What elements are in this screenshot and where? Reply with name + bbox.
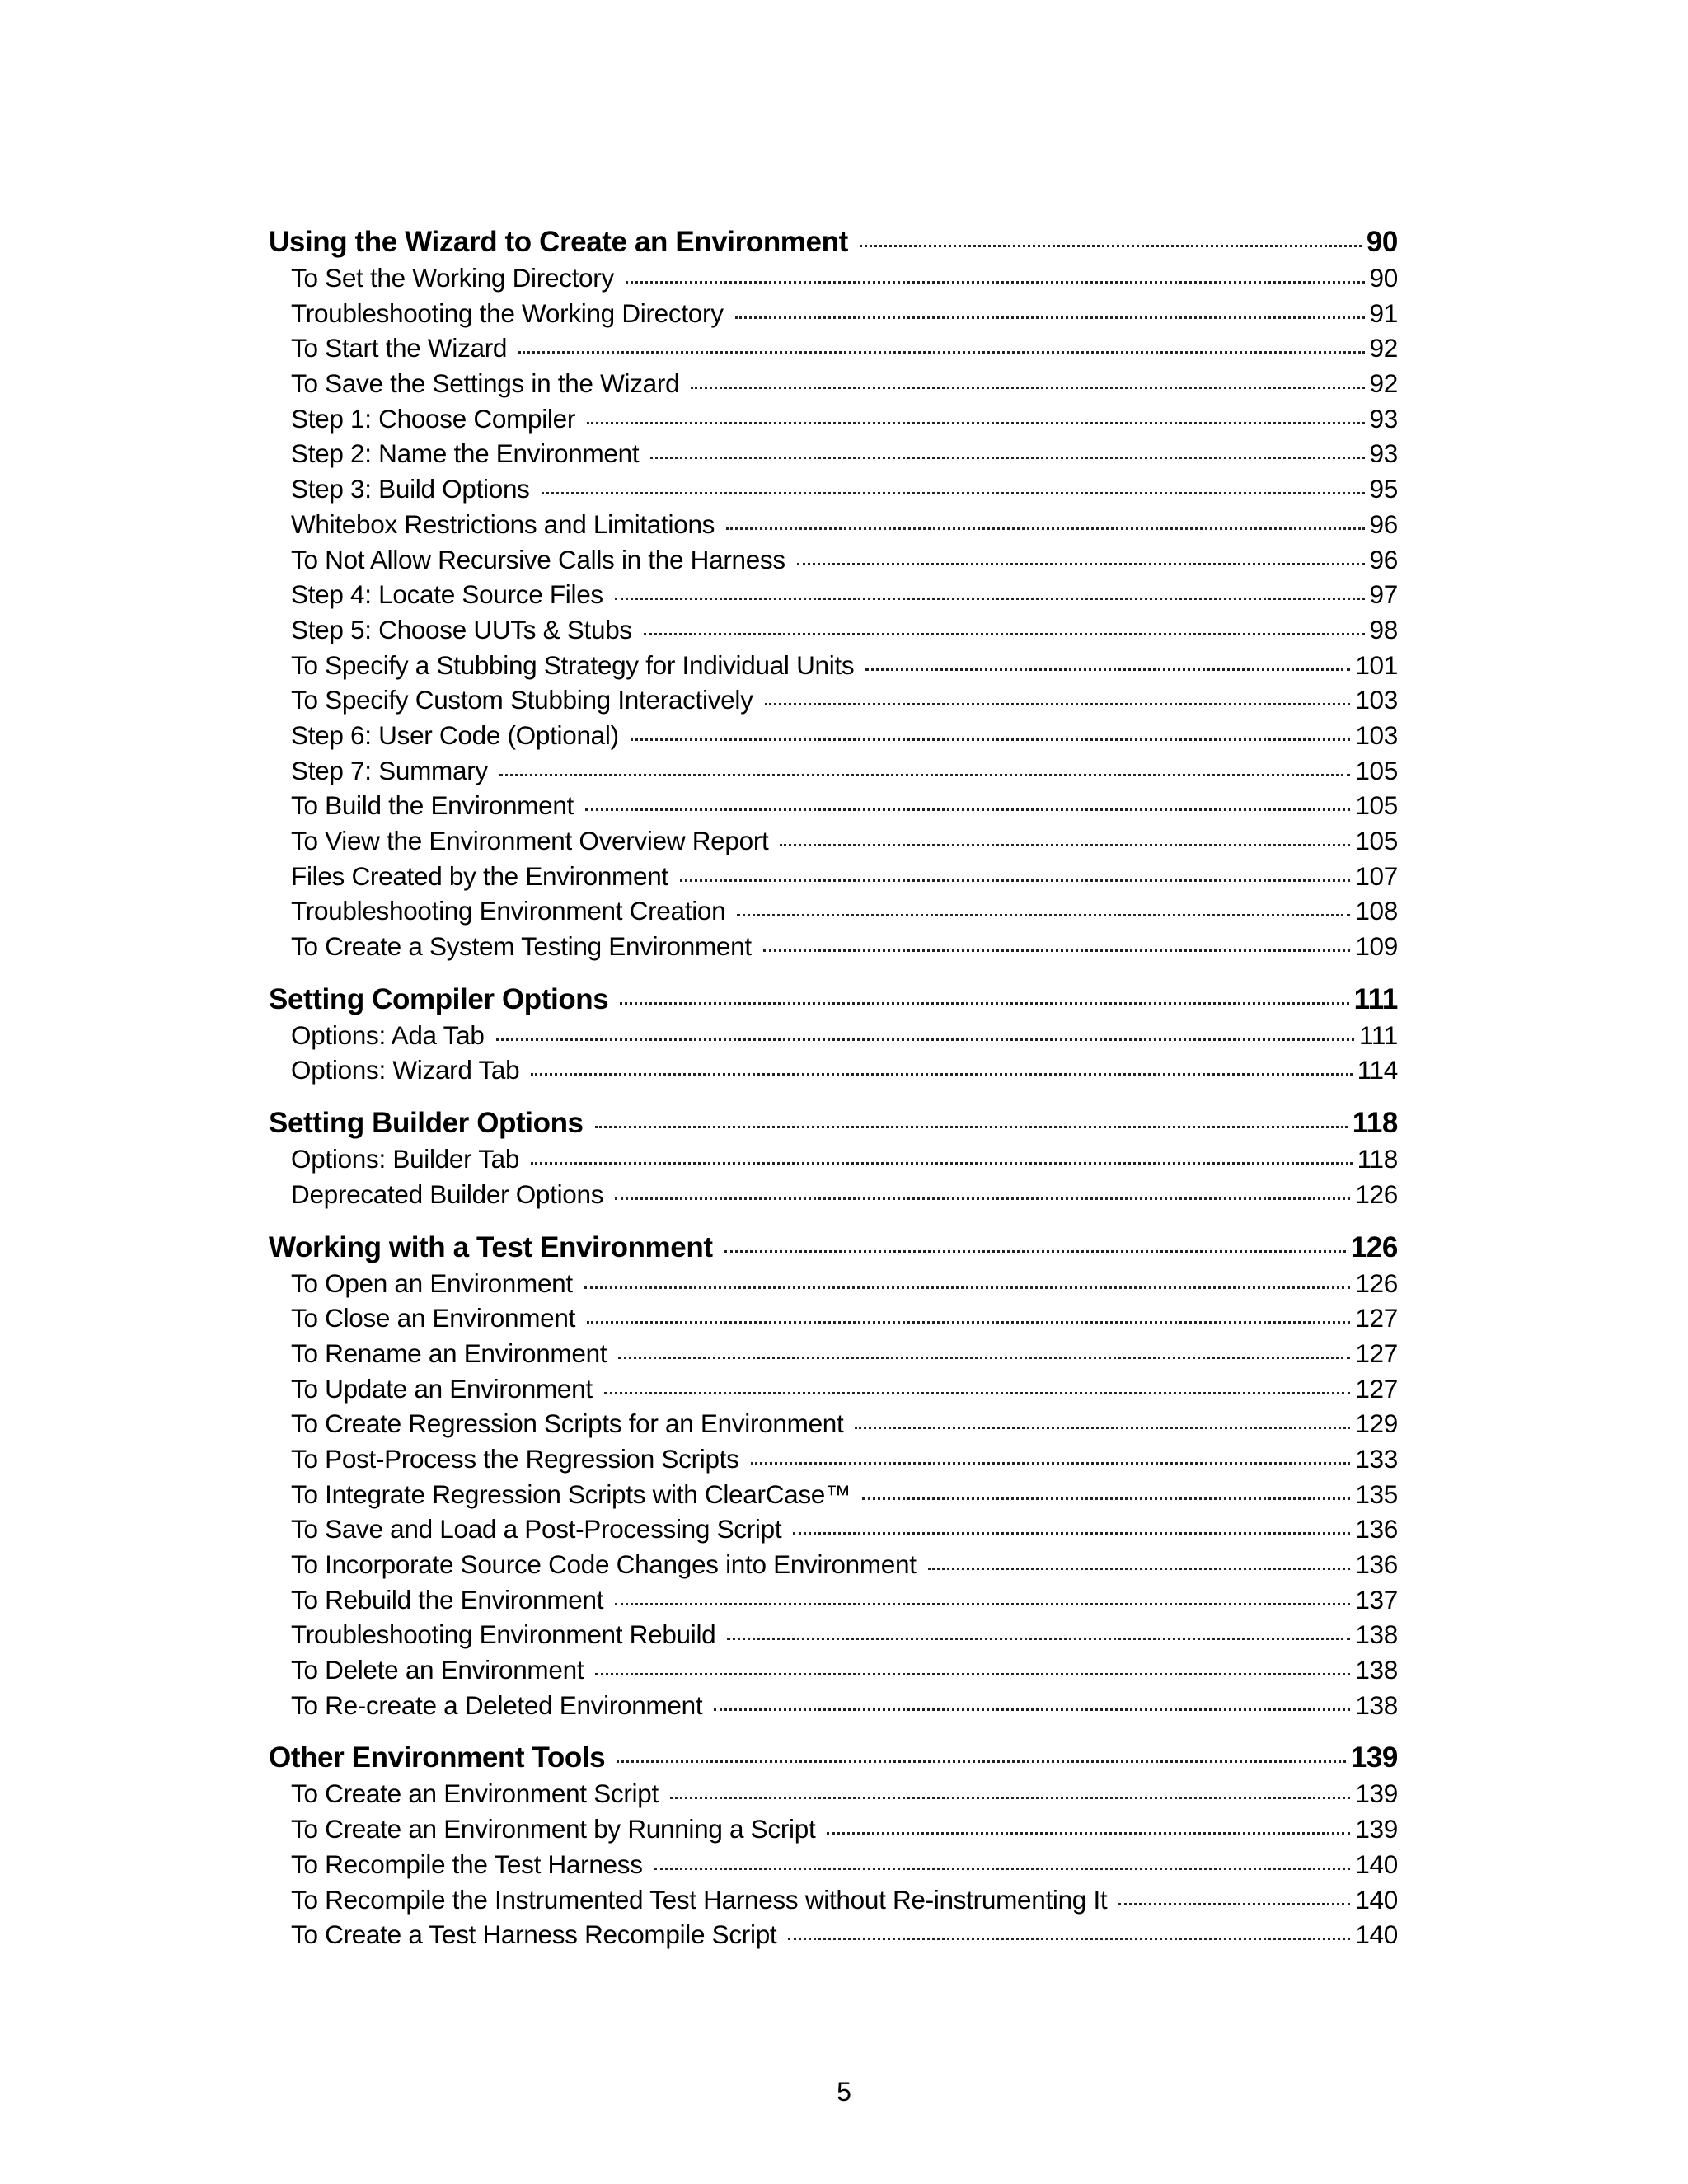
toc-entry-page: 138 <box>1355 1690 1398 1720</box>
toc-entry[interactable] <box>269 753 1398 789</box>
toc-entry-page: 111 <box>1359 1019 1398 1050</box>
toc-section <box>269 1105 1398 1212</box>
dot-leader <box>928 1568 1351 1570</box>
dot-leader <box>595 1673 1350 1675</box>
toc-entry[interactable] <box>269 1052 1398 1088</box>
toc-entry[interactable] <box>269 1301 1398 1336</box>
toc-entry[interactable] <box>269 929 1398 964</box>
toc-entry-title: To Rebuild the Environment <box>291 1584 604 1615</box>
toc-entry[interactable] <box>269 1688 1398 1723</box>
toc-heading-title: Working with a Test Environment <box>269 1230 713 1263</box>
toc-entry-title: Whitebox Restrictions and Limitations <box>291 509 715 539</box>
toc-entry[interactable] <box>269 1617 1398 1652</box>
toc-entry-page: 92 <box>1369 368 1398 399</box>
dot-leader <box>793 1532 1350 1535</box>
toc-entry[interactable] <box>269 1811 1398 1847</box>
toc-entry-title: Deprecated Builder Options <box>291 1179 604 1209</box>
toc-entry-title: Step 6: User Code (Optional) <box>291 719 619 750</box>
toc-entry[interactable] <box>269 823 1398 859</box>
toc-entry[interactable] <box>269 296 1398 331</box>
toc-entry[interactable] <box>269 1582 1398 1618</box>
toc-entry[interactable] <box>269 893 1398 929</box>
toc-heading-page: 126 <box>1350 1230 1398 1263</box>
toc-entry-title: To Set the Working Directory <box>291 263 614 293</box>
toc-entry[interactable] <box>269 1371 1398 1407</box>
toc-entry[interactable] <box>269 1477 1398 1512</box>
toc-entry-page: 93 <box>1369 403 1398 434</box>
toc-entry[interactable] <box>269 401 1398 437</box>
toc-entry-title: Troubleshooting the Working Directory <box>291 298 724 328</box>
toc-entry-title: Step 5: Choose UUTs & Stubs <box>291 614 632 644</box>
toc-entry[interactable] <box>269 1652 1398 1688</box>
toc-entry-page: 137 <box>1355 1584 1398 1615</box>
toc-entry-title: To Close an Environment <box>291 1303 576 1333</box>
toc-entry-page: 138 <box>1355 1619 1398 1650</box>
toc-entry-title: To Specify Custom Stubbing Interactively <box>291 685 753 715</box>
toc-heading-entry[interactable] <box>269 1105 1398 1141</box>
toc-entry-page: 105 <box>1355 755 1398 785</box>
toc-entry-title: To Save the Settings in the Wizard <box>291 368 680 399</box>
dot-leader <box>496 1038 1354 1041</box>
toc-entry-page: 103 <box>1355 685 1398 715</box>
dot-leader <box>724 1250 1346 1253</box>
toc-entry-title: To Save and Load a Post-Processing Script <box>291 1514 782 1544</box>
toc-entry-page: 96 <box>1369 509 1398 539</box>
toc-entry[interactable] <box>269 1547 1398 1582</box>
dot-leader <box>680 879 1350 882</box>
toc-entry-page: 103 <box>1355 719 1398 750</box>
dot-leader <box>735 316 1365 319</box>
dot-leader <box>531 1162 1353 1165</box>
toc-section <box>269 1230 1398 1723</box>
toc-entry-page: 107 <box>1355 860 1398 891</box>
toc-heading-title: Other Environment Tools <box>269 1741 606 1774</box>
dot-leader <box>865 668 1350 671</box>
toc-entry-title: Step 1: Choose Compiler <box>291 403 576 434</box>
toc-entry-title: Options: Ada Tab <box>291 1019 485 1050</box>
toc-entry[interactable] <box>269 330 1398 366</box>
dot-leader <box>650 457 1364 459</box>
toc-entry-title: To View the Environment Overview Report <box>291 826 769 855</box>
toc-entry-page: 105 <box>1355 826 1398 855</box>
toc-heading-page: 139 <box>1350 1741 1398 1774</box>
toc-entry-page: 126 <box>1355 1268 1398 1298</box>
dot-leader <box>862 1497 1350 1500</box>
toc-entry[interactable] <box>269 507 1398 542</box>
toc-entry[interactable] <box>269 260 1398 296</box>
toc-entry[interactable] <box>269 788 1398 823</box>
dot-leader <box>727 1638 1350 1640</box>
toc-entry[interactable] <box>269 542 1398 578</box>
toc-entry[interactable] <box>269 682 1398 718</box>
toc-entry[interactable] <box>269 471 1398 507</box>
toc-entry[interactable] <box>269 648 1398 683</box>
toc-entry[interactable] <box>269 1917 1398 1952</box>
toc-entry-page: 109 <box>1355 931 1398 962</box>
dot-leader <box>542 492 1365 494</box>
toc-entry-title: To Integrate Regression Scripts with ClearCase™ <box>291 1479 851 1509</box>
toc-entry[interactable] <box>269 1511 1398 1547</box>
toc-entry-page: 136 <box>1355 1514 1398 1544</box>
toc-heading-entry[interactable] <box>269 982 1398 1018</box>
toc-entry[interactable] <box>269 718 1398 753</box>
dot-leader <box>631 738 1351 741</box>
toc-entry-title: Step 3: Build Options <box>291 474 530 504</box>
toc-heading-page: 118 <box>1352 1107 1398 1140</box>
toc-entry-title: Step 7: Summary <box>291 755 488 785</box>
dot-leader <box>617 1760 1346 1763</box>
toc-heading-entry[interactable] <box>269 1230 1398 1266</box>
toc-section <box>269 224 1398 964</box>
toc-entry[interactable] <box>269 1441 1398 1477</box>
toc-entry-title: Troubleshooting Environment Creation <box>291 896 726 926</box>
dot-leader <box>615 598 1365 600</box>
toc-entry[interactable] <box>269 577 1398 612</box>
toc-entry-page: 139 <box>1355 1779 1398 1809</box>
dot-leader <box>531 1073 1352 1076</box>
toc-heading-title: Setting Compiler Options <box>269 982 609 1015</box>
dot-leader <box>615 1197 1350 1200</box>
toc-entry-title: To Create Regression Scripts for an Environment <box>291 1408 844 1439</box>
dot-leader <box>860 245 1362 247</box>
toc-entry-title: Options: Builder Tab <box>291 1144 520 1174</box>
toc-heading-entry[interactable] <box>269 1740 1398 1776</box>
toc-entry-page: 127 <box>1355 1373 1398 1404</box>
toc-entry-title: To Open an Environment <box>291 1268 573 1298</box>
toc-entry-page: 140 <box>1355 1849 1398 1879</box>
dot-leader <box>654 1868 1351 1870</box>
toc-entry-page: 98 <box>1369 614 1398 644</box>
dot-leader <box>788 1938 1350 1940</box>
toc-entry-title: To Recompile the Test Harness <box>291 1849 643 1879</box>
dot-leader <box>584 1286 1350 1289</box>
toc-heading-entry[interactable] <box>269 224 1398 260</box>
toc-entry-title: To Create an Environment by Running a Script <box>291 1814 816 1844</box>
toc-entry-page: 101 <box>1355 649 1398 680</box>
dot-leader <box>620 1002 1348 1005</box>
toc-entry-title: To Build the Environment <box>291 790 574 821</box>
toc-entry[interactable] <box>269 1336 1398 1371</box>
toc-entry-page: 93 <box>1369 438 1398 469</box>
dot-leader <box>615 1603 1350 1605</box>
toc-entry-page: 91 <box>1369 298 1398 328</box>
dot-leader <box>670 1797 1350 1799</box>
dot-leader <box>587 1321 1350 1324</box>
toc-heading-title: Using the Wizard to Create an Environment <box>269 226 848 258</box>
toc-entry[interactable] <box>269 1882 1398 1918</box>
toc-heading-page: 111 <box>1353 982 1398 1015</box>
dot-leader <box>595 1126 1348 1128</box>
toc-entry[interactable] <box>269 1266 1398 1301</box>
toc-entry-page: 133 <box>1355 1443 1398 1474</box>
toc-entry-title: To Re-create a Deleted Environment <box>291 1690 703 1720</box>
toc-heading-page: 90 <box>1366 226 1398 258</box>
toc-entry-title: To Recompile the Instrumented Test Harness without Re-instrumenting It <box>291 1884 1108 1915</box>
toc-entry-page: 136 <box>1355 1549 1398 1579</box>
toc-section <box>269 982 1398 1088</box>
toc-entry-page: 135 <box>1355 1479 1398 1509</box>
dot-leader <box>604 1392 1351 1394</box>
dot-leader <box>726 527 1364 530</box>
dot-leader <box>1118 1903 1350 1905</box>
dot-leader <box>618 1357 1350 1359</box>
toc-entry-title: Step 2: Name the Environment <box>291 438 640 469</box>
toc-entry-title: To Delete an Environment <box>291 1655 584 1685</box>
table-of-contents <box>269 224 1398 1952</box>
toc-entry[interactable] <box>269 1177 1398 1212</box>
toc-entry-page: 90 <box>1369 263 1398 293</box>
toc-entry-page: 95 <box>1369 474 1398 504</box>
toc-entry-page: 138 <box>1355 1655 1398 1685</box>
dot-leader <box>737 914 1350 916</box>
dot-leader <box>855 1427 1350 1429</box>
dot-leader <box>644 633 1365 635</box>
toc-entry[interactable] <box>269 1406 1398 1441</box>
toc-entry[interactable] <box>269 1141 1398 1177</box>
toc-entry-title: To Specify a Stubbing Strategy for Individual Units <box>291 649 855 680</box>
toc-entry[interactable] <box>269 1776 1398 1811</box>
toc-entry-title: To Not Allow Recursive Calls in the Harness <box>291 544 785 574</box>
toc-entry-page: 92 <box>1369 333 1398 363</box>
page-number: 5 <box>837 2077 851 2107</box>
toc-heading-title: Setting Builder Options <box>269 1107 584 1140</box>
toc-entry-page: 126 <box>1355 1179 1398 1209</box>
dot-leader <box>827 1832 1350 1835</box>
toc-section <box>269 1740 1398 1952</box>
toc-entry-page: 127 <box>1355 1338 1398 1368</box>
toc-entry-page: 140 <box>1355 1884 1398 1915</box>
toc-entry-title: To Start the Wizard <box>291 333 508 363</box>
toc-entry-page: 127 <box>1355 1303 1398 1333</box>
toc-entry-page: 97 <box>1369 579 1398 610</box>
toc-entry[interactable] <box>269 859 1398 894</box>
toc-entry-page: 129 <box>1355 1408 1398 1439</box>
toc-entry-title: Troubleshooting Environment Rebuild <box>291 1619 716 1650</box>
toc-entry[interactable] <box>269 1018 1398 1053</box>
toc-entry-page: 139 <box>1355 1814 1398 1844</box>
toc-entry[interactable] <box>269 366 1398 401</box>
toc-entry-title: Files Created by the Environment <box>291 860 668 891</box>
dot-leader <box>518 351 1364 354</box>
dot-leader <box>763 949 1351 952</box>
toc-entry-title: Step 4: Locate Source Files <box>291 579 603 610</box>
dot-leader <box>587 422 1365 424</box>
dot-leader <box>780 844 1350 846</box>
dot-leader <box>626 281 1365 284</box>
toc-entry-title: To Rename an Environment <box>291 1338 607 1368</box>
toc-entry[interactable] <box>269 1847 1398 1882</box>
dot-leader <box>714 1708 1350 1711</box>
toc-entry-title: To Incorporate Source Code Changes into Environment <box>291 1549 917 1579</box>
toc-entry[interactable] <box>269 436 1398 471</box>
toc-entry[interactable] <box>269 612 1398 648</box>
toc-entry-page: 108 <box>1355 896 1398 926</box>
toc-entry-title: To Create a Test Harness Recompile Script <box>291 1919 777 1950</box>
toc-entry-page: 96 <box>1369 544 1398 574</box>
toc-entry-page: 114 <box>1357 1055 1398 1085</box>
dot-leader <box>499 774 1350 776</box>
dot-leader <box>765 703 1351 705</box>
toc-entry-page: 140 <box>1355 1919 1398 1950</box>
toc-entry-title: To Post-Process the Regression Scripts <box>291 1443 739 1474</box>
dot-leader <box>691 387 1364 389</box>
toc-entry-title: To Create an Environment Script <box>291 1779 659 1809</box>
dot-leader <box>797 563 1365 565</box>
toc-entry-title: To Create a System Testing Environment <box>291 931 752 962</box>
dot-leader <box>585 808 1350 811</box>
toc-entry-page: 105 <box>1355 790 1398 821</box>
toc-entry-title: Options: Wizard Tab <box>291 1055 520 1085</box>
dot-leader <box>751 1462 1351 1465</box>
toc-entry-title: To Update an Environment <box>291 1373 593 1404</box>
toc-entry-page: 118 <box>1357 1144 1398 1174</box>
